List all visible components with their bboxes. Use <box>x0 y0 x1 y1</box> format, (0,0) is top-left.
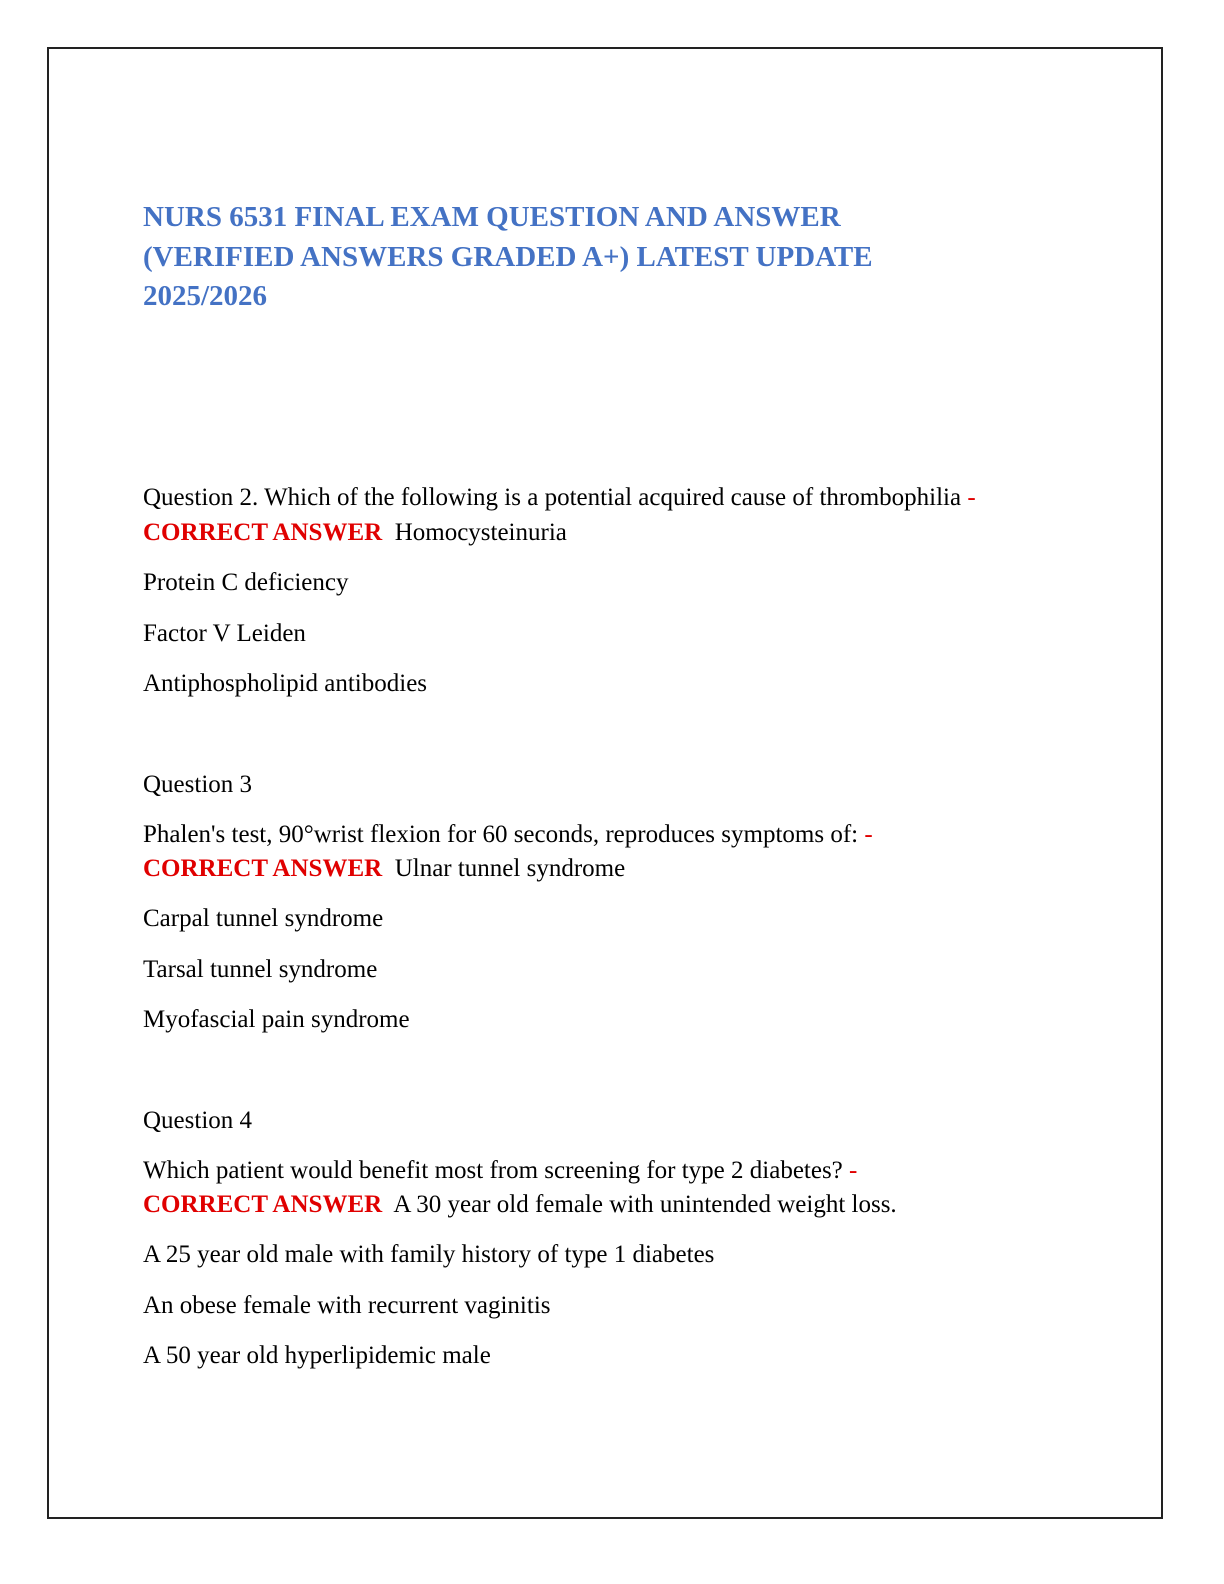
question-4-prompt <box>143 1155 857 1187</box>
question-2-answer: Homocysteinuria <box>394 519 567 546</box>
question-4-answer: A 30 year old female with unintended weight loss. <box>393 1191 897 1218</box>
question-4-heading: Question 4 <box>143 1107 253 1134</box>
question-4-option-2: An obese female with recurrent vaginitis <box>143 1292 551 1319</box>
question-4-option-3: A 50 year old hyperlipidemic male <box>143 1342 491 1369</box>
title-line-3: 2025/2026 <box>143 280 268 312</box>
question-3-prompt <box>143 819 873 851</box>
question-2-option-1: Protein C deficiency <box>143 569 349 596</box>
question-2-text: Question 2. Which of the following is a potential acquired cause of thrombophilia <box>143 484 962 511</box>
question-3-correct-label: CORRECT ANSWER <box>143 855 383 882</box>
question-3-option-3: Myofascial pain syndrome <box>143 1006 410 1033</box>
title-line-1: NURS 6531 FINAL EXAM QUESTION AND ANSWER <box>143 201 841 233</box>
question-4-correct-label: CORRECT ANSWER <box>143 1191 383 1218</box>
question-4-text: Which patient would benefit most from screening for type 2 diabetes? <box>143 1157 843 1184</box>
question-3-dash: - <box>864 821 873 848</box>
title-line-2: (VERIFIED ANSWERS GRADED A+) LATEST UPDATE <box>143 240 873 273</box>
question-3-option-1: Carpal tunnel syndrome <box>143 905 384 932</box>
question-2-dash: - <box>967 484 976 511</box>
question-2-option-3: Antiphospholipid antibodies <box>143 670 428 697</box>
question-3-text: Phalen's test, 90°wrist flexion for 60 seconds, reproduces symptoms of: <box>143 821 859 848</box>
question-2-answer-line <box>143 517 567 549</box>
question-3-answer: Ulnar tunnel syndrome <box>394 855 626 882</box>
question-3-option-2: Tarsal tunnel syndrome <box>143 956 378 983</box>
question-2-correct-label: CORRECT ANSWER <box>143 519 383 546</box>
question-2-option-2: Factor V Leiden <box>143 620 306 647</box>
question-3-heading: Question 3 <box>143 771 253 798</box>
question-4-answer-line <box>143 1189 897 1221</box>
question-2-prompt <box>143 482 976 514</box>
question-4-option-1: A 25 year old male with family history of type 1 diabetes <box>143 1241 715 1268</box>
document-title <box>143 198 1043 317</box>
question-4-dash: - <box>849 1157 858 1184</box>
question-3-answer-line <box>143 853 625 885</box>
